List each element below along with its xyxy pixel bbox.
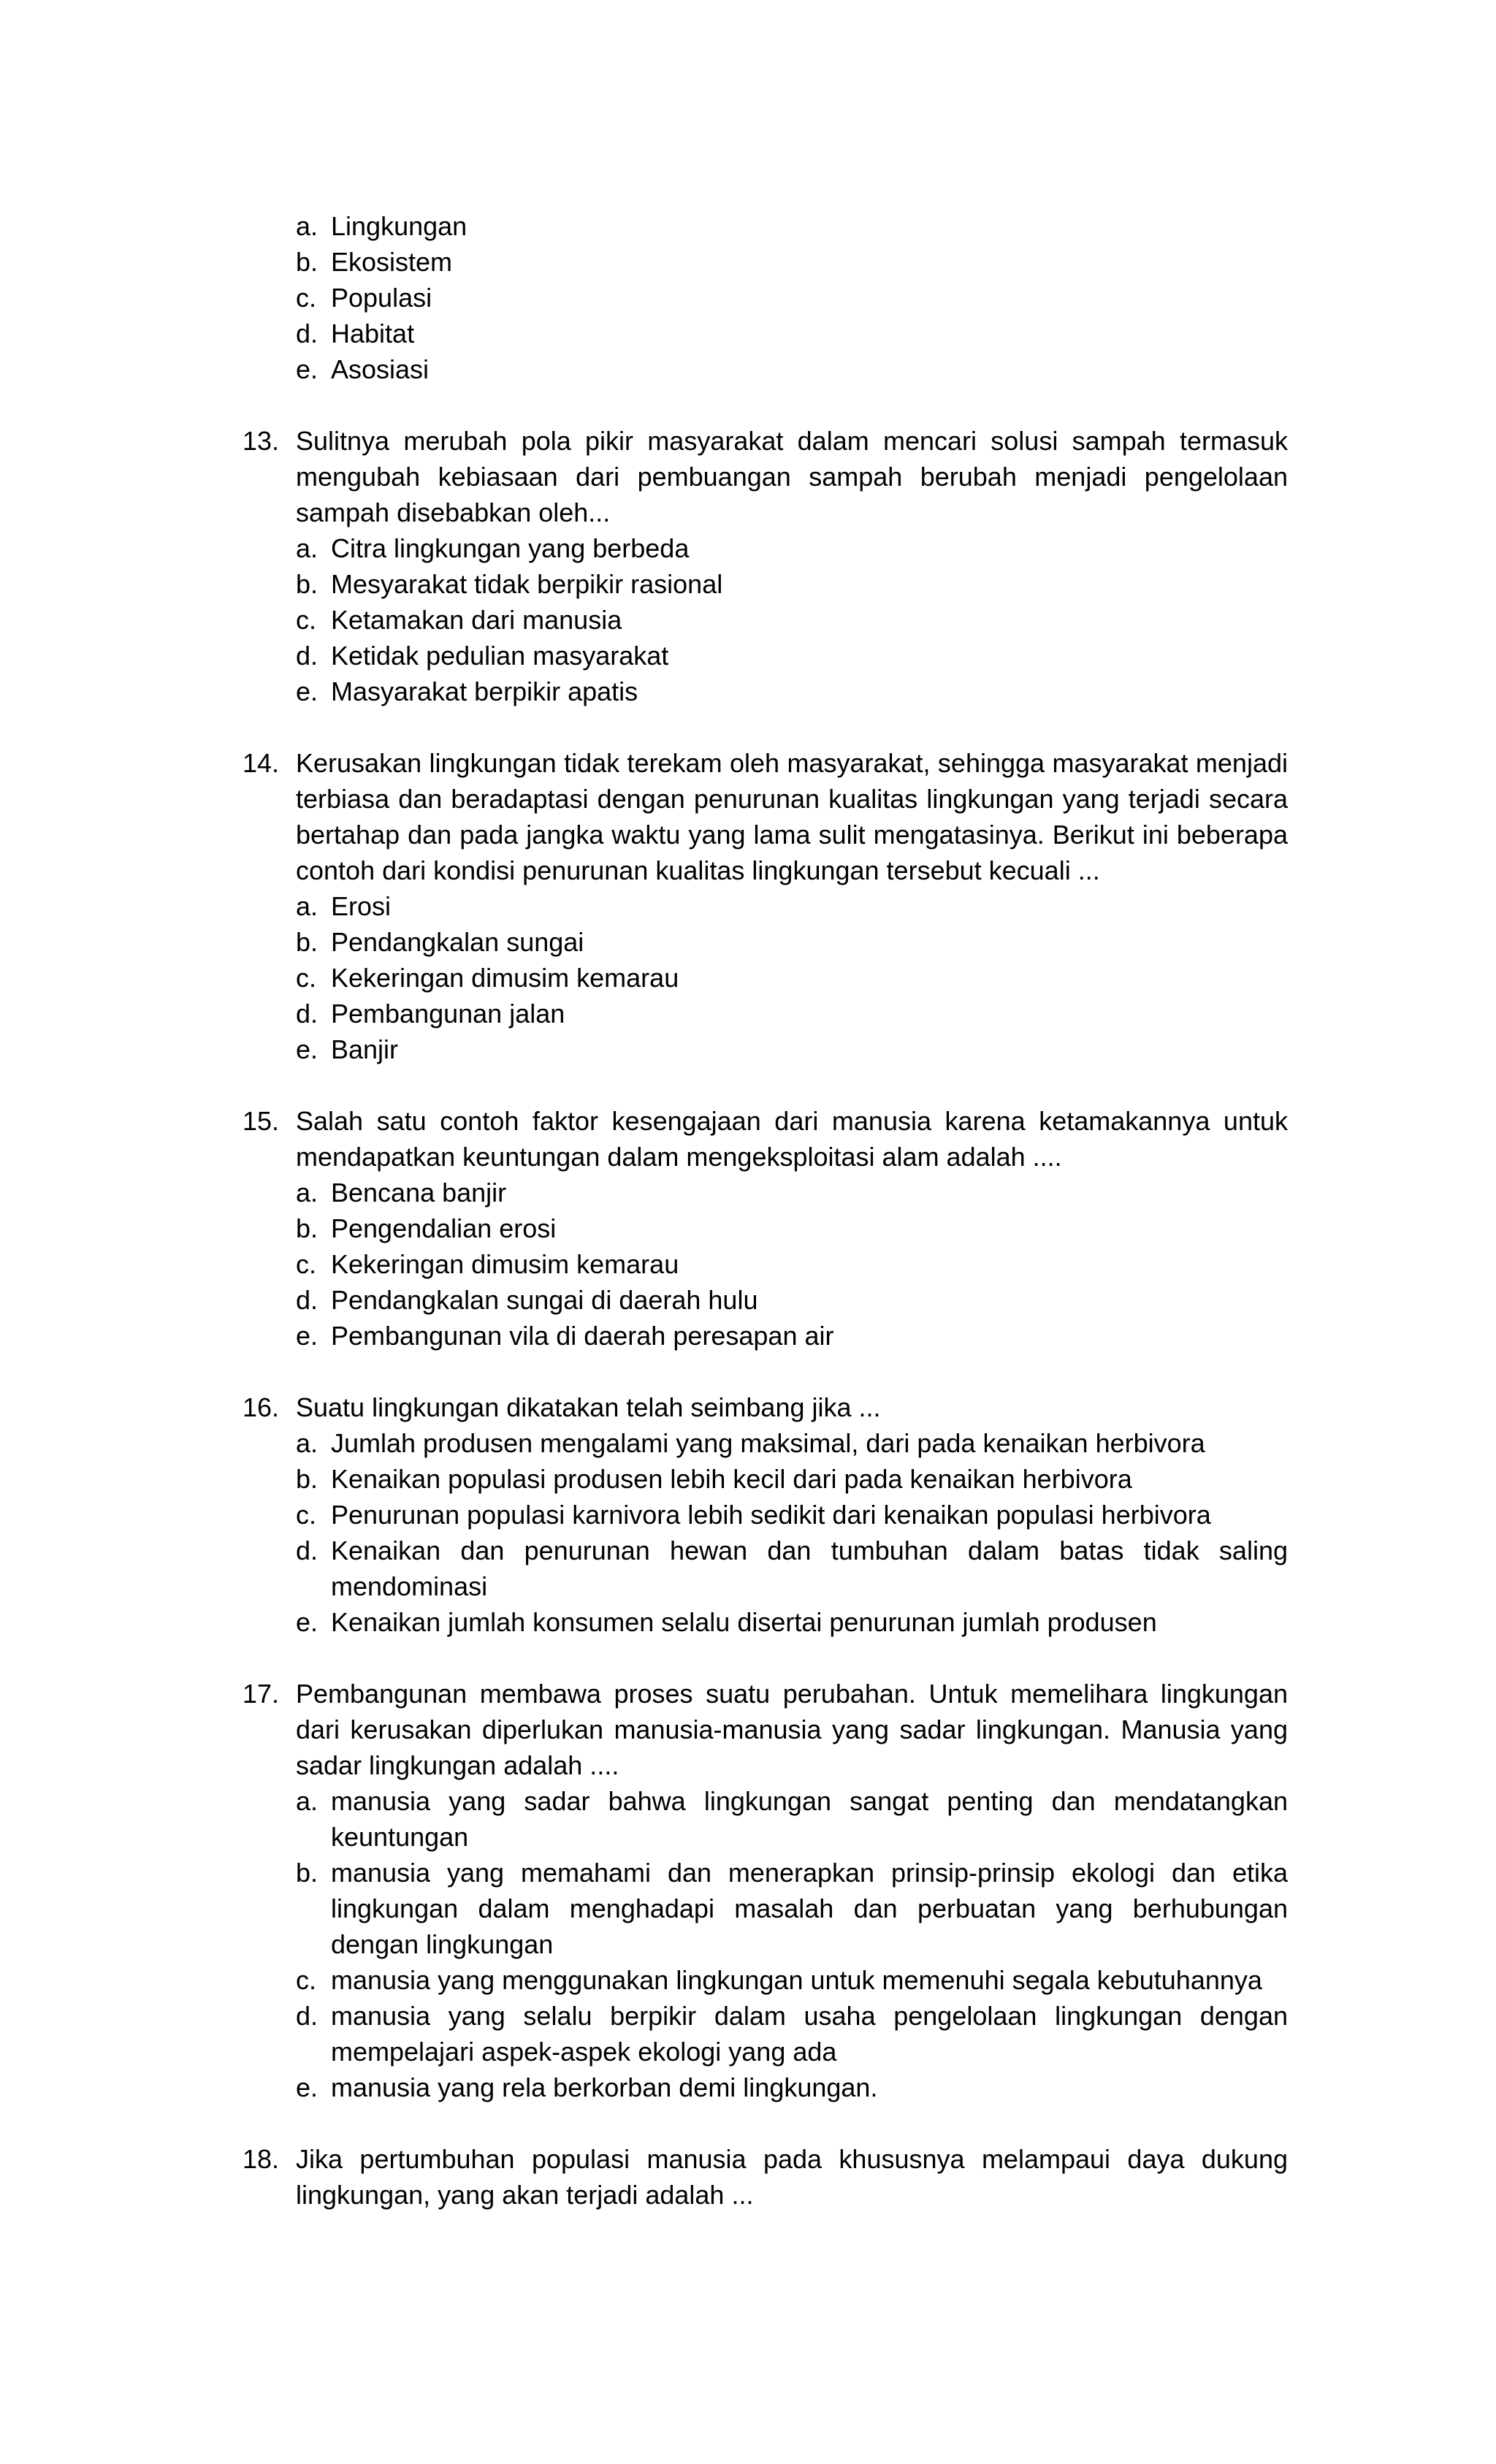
- question-16: [0, 1389, 1496, 1640]
- option-letter: c.: [296, 963, 317, 993]
- option-text: Kekeringan dimusim kemarau: [331, 1249, 679, 1279]
- option-letter: e.: [296, 676, 318, 706]
- option-letter: c.: [296, 1965, 317, 1995]
- option-item: [0, 244, 1288, 280]
- option-letter: e.: [296, 1607, 318, 1637]
- option-item: [0, 1533, 1288, 1604]
- question-text: Salah satu contoh faktor kesengajaan dari manusia karena ketamakannya untuk mendapatkan keuntungan dalam mengeksploitasi alam adalah ....: [296, 1106, 1288, 1172]
- option-text: manusia yang memahami dan menerapkan prinsip-prinsip ekologi dan etika lingkungan dalam menghadapi masalah dan perbuatan yang berhubungan dengan lingkungan: [331, 1858, 1288, 1959]
- option-letter: e.: [296, 2072, 318, 2102]
- option-letter: e.: [296, 354, 318, 384]
- option-letter: c.: [296, 605, 317, 635]
- option-item: [0, 1461, 1288, 1497]
- option-letter: d.: [296, 999, 318, 1029]
- question-stem: [0, 1103, 1288, 1175]
- option-text: Pengendalian erosi: [331, 1213, 557, 1243]
- option-item: [0, 566, 1288, 602]
- option-item: [0, 602, 1288, 638]
- option-item: [0, 638, 1288, 674]
- option-letter: b.: [296, 1858, 318, 1888]
- option-letter: d.: [296, 319, 318, 348]
- question-text: Pembangunan membawa proses suatu perubahan. Untuk memelihara lingkungan dari kerusakan diperlukan manusia-manusia yang sadar lingkungan. Manusia yang sadar lingkungan adalah ....: [296, 1679, 1288, 1780]
- option-text: Banjir: [331, 1034, 399, 1064]
- option-letter: b.: [296, 1464, 318, 1494]
- option-letter: e.: [296, 1034, 318, 1064]
- option-letter: d.: [296, 1536, 318, 1565]
- option-item: [0, 351, 1288, 387]
- option-text: Bencana banjir: [331, 1178, 507, 1208]
- question-text: Suatu lingkungan dikatakan telah seimbang jika ...: [296, 1392, 881, 1422]
- option-item: [0, 1497, 1288, 1533]
- option-item: [0, 996, 1288, 1031]
- option-text: Kenaikan dan penurunan hewan dan tumbuhan dalam batas tidak saling mendominasi: [331, 1536, 1288, 1601]
- option-text: Pendangkalan sungai di daerah hulu: [331, 1285, 758, 1315]
- option-text: Ketamakan dari manusia: [331, 605, 622, 635]
- option-item: [0, 2070, 1288, 2105]
- question-number: 15.: [243, 1106, 280, 1136]
- question-number: 13.: [243, 426, 280, 456]
- option-item: [0, 1246, 1288, 1282]
- option-letter: a.: [296, 1428, 318, 1458]
- option-text: manusia yang menggunakan lingkungan untuk memenuhi segala kebutuhannya: [331, 1965, 1262, 1995]
- question-number: 16.: [243, 1392, 280, 1422]
- option-letter: a.: [296, 1178, 318, 1208]
- option-text: Erosi: [331, 891, 392, 921]
- question-stem: [0, 1676, 1288, 1783]
- option-text: Kenaikan jumlah konsumen selalu disertai penurunan jumlah produsen: [331, 1607, 1157, 1637]
- option-text: Pembangunan vila di daerah peresapan air: [331, 1321, 834, 1351]
- option-text: Lingkungan: [331, 211, 468, 241]
- option-letter: d.: [296, 641, 318, 671]
- question-14: [0, 745, 1496, 1067]
- question-text: Jika pertumbuhan populasi manusia pada khususnya melampaui daya dukung lingkungan, yang akan terjadi adalah ...: [296, 2144, 1288, 2210]
- option-text: Ekosistem: [331, 247, 453, 277]
- option-text: Citra lingkungan yang berbeda: [331, 533, 690, 563]
- option-text: Populasi: [331, 283, 432, 313]
- option-item: [0, 924, 1288, 960]
- question-stem: [0, 745, 1288, 888]
- option-letter: a.: [296, 1786, 318, 1816]
- question-stem: [0, 2141, 1288, 2213]
- option-letter: a.: [296, 533, 318, 563]
- question-18: [0, 2141, 1496, 2213]
- option-text: Kenaikan populasi produsen lebih kecil dari pada kenaikan herbivora: [331, 1464, 1132, 1494]
- option-letter: b.: [296, 569, 318, 599]
- option-text: Jumlah produsen mengalami yang maksimal, dari pada kenaikan herbivora: [331, 1428, 1205, 1458]
- option-text: Mesyarakat tidak berpikir rasional: [331, 569, 723, 599]
- option-letter: e.: [296, 1321, 318, 1351]
- option-list: [0, 530, 1496, 709]
- option-list: [0, 1783, 1496, 2105]
- question-stem: [0, 423, 1288, 530]
- option-text: manusia yang selalu berpikir dalam usaha pengelolaan lingkungan dengan mempelajari aspek-aspek ekologi yang ada: [331, 2001, 1288, 2067]
- option-item: [0, 888, 1288, 924]
- option-letter: b.: [296, 1213, 318, 1243]
- question-17: [0, 1676, 1496, 2105]
- option-text: Penurunan populasi karnivora lebih sedikit dari kenaikan populasi herbivora: [331, 1500, 1211, 1530]
- question-number: 17.: [243, 1679, 280, 1709]
- option-letter: d.: [296, 1285, 318, 1315]
- option-text: Pendangkalan sungai: [331, 927, 584, 957]
- option-item: [0, 280, 1288, 316]
- option-letter: d.: [296, 2001, 318, 2031]
- option-text: Habitat: [331, 319, 415, 348]
- option-item: [0, 1604, 1288, 1640]
- option-letter: b.: [296, 247, 318, 277]
- option-item: [0, 1998, 1288, 2070]
- question-stem: [0, 1389, 1288, 1425]
- option-text: Asosiasi: [331, 354, 430, 384]
- option-item: [0, 1855, 1288, 1962]
- option-list: [0, 1175, 1496, 1354]
- option-item: [0, 1031, 1288, 1067]
- question-15: [0, 1103, 1496, 1354]
- option-item: [0, 1962, 1288, 1998]
- option-item: [0, 1318, 1288, 1354]
- option-item: [0, 960, 1288, 996]
- option-item: [0, 1783, 1288, 1855]
- option-item: [0, 1210, 1288, 1246]
- question-13: [0, 423, 1496, 709]
- option-letter: c.: [296, 1500, 317, 1530]
- option-text: Masyarakat berpikir apatis: [331, 676, 638, 706]
- option-item: [0, 530, 1288, 566]
- question-number: 18.: [243, 2144, 280, 2174]
- option-item: [0, 1425, 1288, 1461]
- question-text: Sulitnya merubah pola pikir masyarakat dalam mencari solusi sampah termasuk mengubah kebiasaan dari pembuangan sampah berubah menjadi pengelolaan sampah disebabkan oleh...: [296, 426, 1288, 527]
- question-number: 14.: [243, 748, 280, 778]
- option-text: manusia yang rela berkorban demi lingkungan.: [331, 2072, 878, 2102]
- option-letter: a.: [296, 891, 318, 921]
- option-letter: a.: [296, 211, 318, 241]
- option-item: [0, 1282, 1288, 1318]
- option-list: [0, 1425, 1496, 1640]
- option-text: Pembangunan jalan: [331, 999, 565, 1029]
- option-text: Kekeringan dimusim kemarau: [331, 963, 679, 993]
- option-item: [0, 1175, 1288, 1210]
- option-text: Ketidak pedulian masyarakat: [331, 641, 669, 671]
- option-text: manusia yang sadar bahwa lingkungan sangat penting dan mendatangkan keuntungan: [331, 1786, 1288, 1852]
- option-item: [0, 674, 1288, 709]
- option-list: [0, 888, 1496, 1067]
- continued-option-list: [0, 208, 1496, 387]
- option-letter: b.: [296, 927, 318, 957]
- option-letter: c.: [296, 1249, 317, 1279]
- question-text: Kerusakan lingkungan tidak terekam oleh masyarakat, sehingga masyarakat menjadi terbiasa dan beradaptasi dengan penurunan kualitas lingkungan yang terjadi secara bertahap dan pada jangka waktu yang lama sulit mengatasinya. Berikut ini beberapa contoh dari kondisi penurunan kualitas lingkungan tersebut kecuali ...: [296, 748, 1288, 885]
- option-item: [0, 316, 1288, 351]
- option-letter: c.: [296, 283, 317, 313]
- option-item: [0, 208, 1288, 244]
